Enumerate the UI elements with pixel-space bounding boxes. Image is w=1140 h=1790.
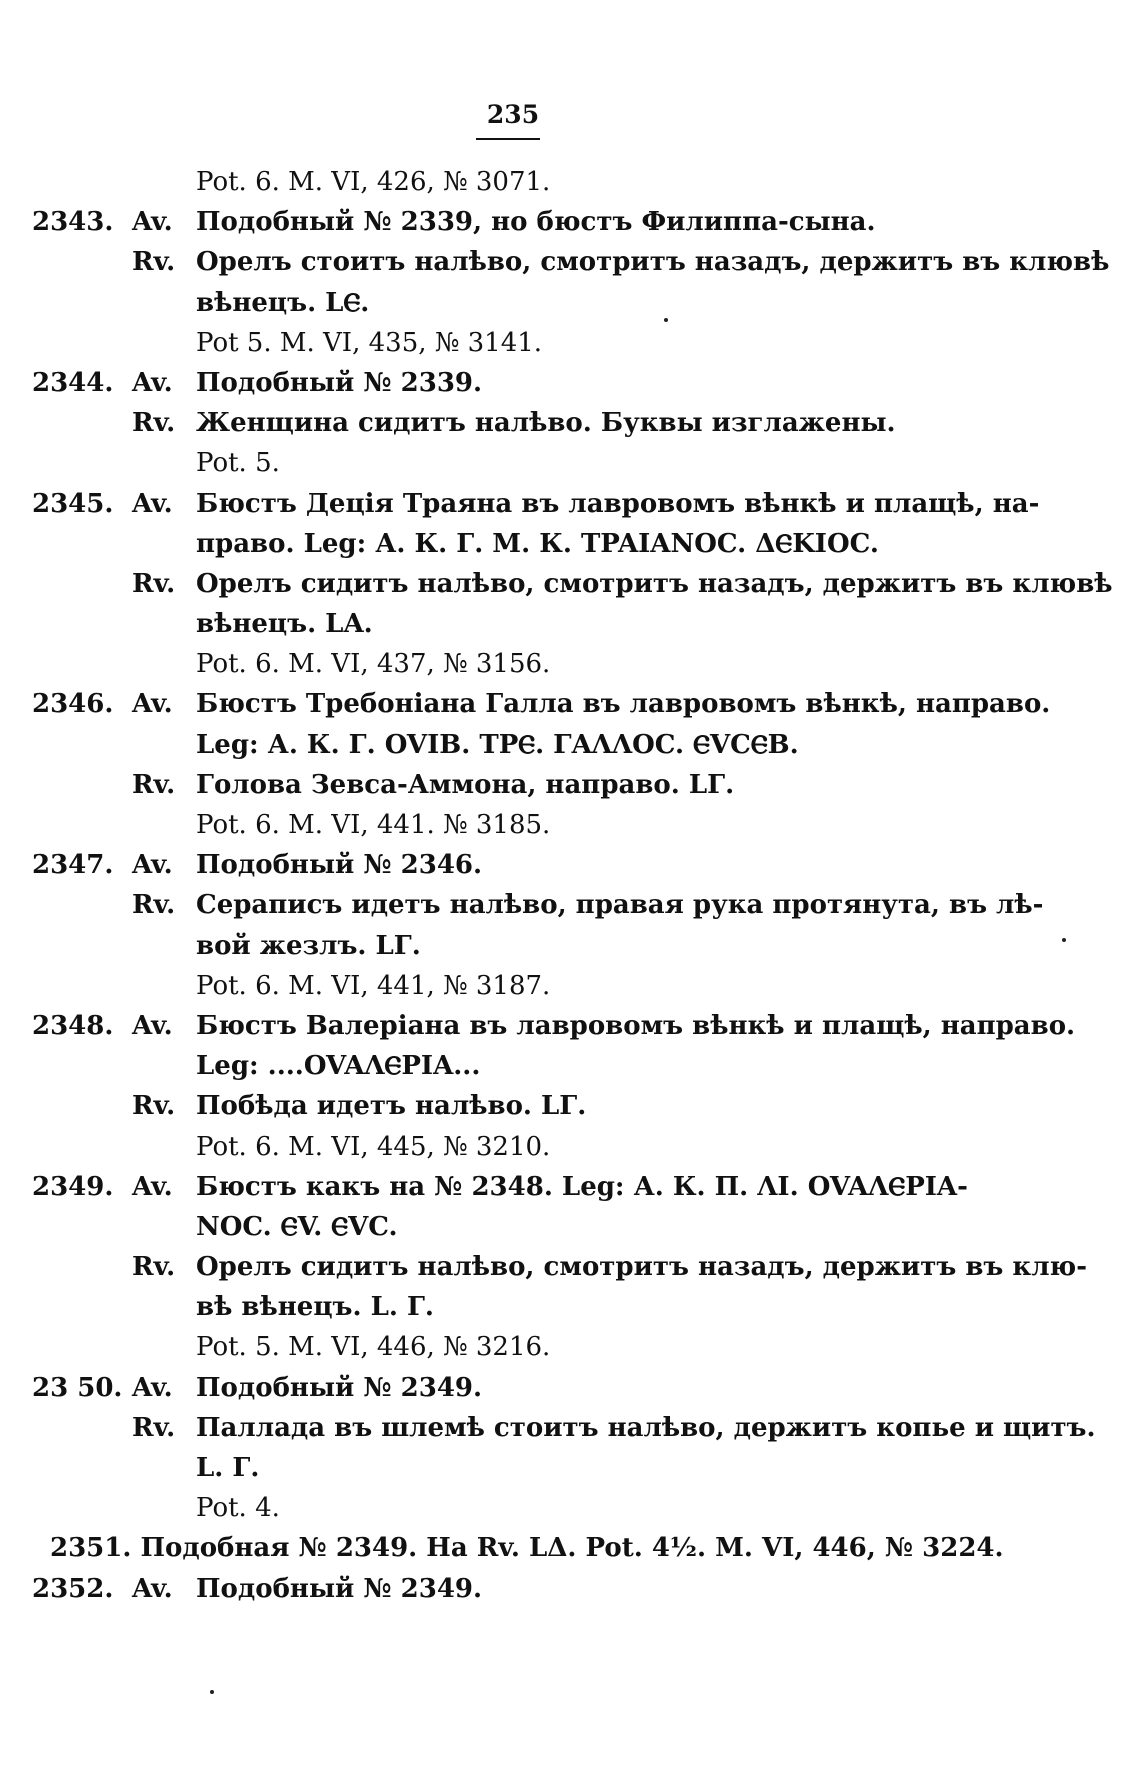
side-label: Rv.	[132, 1252, 176, 1283]
side-label: Rv.	[132, 247, 176, 278]
entry-number: 23 50.	[32, 1372, 123, 1403]
page-number: 235	[486, 100, 540, 129]
catalog-line	[0, 805, 1140, 845]
catalog-line	[0, 604, 1140, 644]
side-label: Rv.	[132, 408, 176, 439]
entry-text: Орелъ сидитъ налѣво, смотритъ назадъ, держитъ въ клю-	[196, 1252, 1087, 1283]
catalog-line	[0, 644, 1140, 684]
side-label: Av.	[132, 689, 173, 720]
continuation-text: вѣнецъ. LA.	[196, 609, 373, 640]
entry-text: Бюстъ Валеріана въ лавровомъ вѣнкѣ и плащѣ, направо.	[196, 1010, 1076, 1041]
side-label: Av.	[132, 207, 173, 238]
catalog-line	[0, 1167, 1140, 1207]
entry-text: 2351. Подобная № 2349. На Rv. LΔ. Pot. 4½. M. VI, 446, № 3224.	[50, 1533, 1004, 1564]
reference-text: Pot. 6. M. VI, 426, № 3071.	[196, 167, 551, 197]
page-number-rule	[476, 138, 540, 140]
catalog-line	[0, 363, 1140, 403]
entry-text: Побѣда идетъ налѣво. LГ.	[196, 1091, 587, 1122]
catalog-line	[0, 1448, 1140, 1488]
catalog-line	[0, 1207, 1140, 1247]
catalog-line	[0, 966, 1140, 1006]
catalog-line	[0, 926, 1140, 966]
entry-number: 2347.	[32, 850, 114, 881]
entry-text: Подобный № 2339.	[196, 367, 483, 398]
catalog-line	[0, 1127, 1140, 1167]
catalog-line	[0, 1368, 1140, 1408]
side-label: Rv.	[132, 890, 176, 921]
catalog-line	[0, 1086, 1140, 1126]
catalog-line	[0, 1006, 1140, 1046]
entry-text: Подобный № 2346.	[196, 850, 483, 881]
continuation-text: вѣ вѣнецъ. L. Г.	[196, 1292, 434, 1323]
side-label: Rv.	[132, 1091, 176, 1122]
entry-text: Подобный № 2339, но бюстъ Филиппа-сына.	[196, 207, 876, 238]
side-label: Av.	[132, 1573, 173, 1604]
entry-number: 2344.	[32, 367, 114, 398]
reference-text: Pot 5. M. VI, 435, № 3141.	[196, 327, 543, 358]
reference-text: Pot. 6. M. VI, 441. № 3185.	[196, 810, 551, 840]
side-label: Rv.	[132, 769, 176, 800]
catalog-line	[0, 1327, 1140, 1367]
side-label: Av.	[132, 1171, 173, 1202]
catalog-line	[0, 283, 1140, 323]
reference-text: Pot. 6. M. VI, 445, № 3210.	[196, 1131, 551, 1162]
continuation-text: право. Leg: А. К. Г. М. К. TPAIANOC. ΔⲈΚΙΟC.	[196, 528, 879, 559]
catalog-line	[0, 202, 1140, 242]
continuation-text: L. Г.	[196, 1453, 260, 1483]
catalog-line	[0, 323, 1140, 363]
reference-text: Pot. 5. M. VI, 446, № 3216.	[196, 1332, 551, 1363]
continuation-text: Leg: ....OVAΛⲈPIA...	[196, 1051, 481, 1082]
catalog-line	[0, 1569, 1140, 1609]
catalog-line	[0, 1408, 1140, 1448]
entry-number: 2349.	[32, 1171, 114, 1202]
reference-text: Pot. 6. M. VI, 441, № 3187.	[196, 970, 551, 1001]
catalog-line	[0, 765, 1140, 805]
entry-number: 2352.	[32, 1573, 114, 1604]
catalog-line	[0, 725, 1140, 765]
catalog-line	[0, 484, 1140, 524]
entry-text: Бюстъ какъ на № 2348. Leg: А. К. П. ΛΙ. OVAΛⲈPIA-	[196, 1171, 968, 1202]
catalog-line	[0, 1528, 1140, 1568]
continuation-text: Leg: А. К. Г. OVIB. ТРⲈ. ΓΑΛΛΟC. ⲈVCⲈB.	[196, 729, 799, 760]
side-label: Av.	[132, 488, 173, 519]
catalog-line	[0, 443, 1140, 483]
side-label: Rv.	[132, 568, 176, 599]
catalog-line	[0, 885, 1140, 925]
catalog-line	[0, 1488, 1140, 1528]
entry-number: 2346.	[32, 689, 114, 720]
catalog-line	[0, 162, 1140, 202]
catalog-line	[0, 242, 1140, 282]
side-label: Rv.	[132, 1412, 176, 1443]
reference-text: Pot. 6. M. VI, 437, № 3156.	[196, 649, 551, 680]
catalog-line	[0, 403, 1140, 443]
print-speck	[210, 1690, 214, 1694]
catalog-line	[0, 1046, 1140, 1086]
entry-text: Орелъ сидитъ налѣво, смотритъ назадъ, держитъ въ клювѣ	[196, 568, 1113, 599]
catalog-line	[0, 1287, 1140, 1327]
entry-number: 2343.	[32, 207, 114, 238]
reference-text: Pot. 5.	[196, 448, 280, 479]
reference-text: Pot. 4.	[196, 1493, 280, 1524]
catalog-line	[0, 564, 1140, 604]
print-speck	[664, 318, 668, 322]
entry-text: Женщина сидитъ налѣво. Буквы изглажены.	[196, 408, 896, 439]
entry-number: 2348.	[32, 1010, 114, 1041]
catalog-line	[0, 684, 1140, 724]
side-label: Av.	[132, 367, 173, 398]
continuation-text: NOC. ⲈV. ⲈVC.	[196, 1211, 398, 1242]
side-label: Av.	[132, 1010, 173, 1041]
side-label: Av.	[132, 850, 173, 881]
entry-text: Сераписъ идетъ налѣво, правая рука протянута, въ лѣ-	[196, 890, 1044, 921]
entry-text: Паллада въ шлемѣ стоитъ налѣво, держитъ копье и щитъ.	[196, 1412, 1096, 1443]
entry-text: Голова Зевса-Аммона, направо. LГ.	[196, 769, 735, 800]
print-speck	[1062, 938, 1066, 942]
entry-text: Бюстъ Требоніана Галла въ лавровомъ вѣнкѣ, направо.	[196, 689, 1051, 720]
continuation-text: вой жезлъ. LГ.	[196, 930, 421, 961]
catalog-line	[0, 845, 1140, 885]
entry-text: Орелъ стоитъ налѣво, смотритъ назадъ, держитъ въ клювѣ	[196, 247, 1110, 278]
side-label: Av.	[132, 1372, 173, 1403]
catalog-line	[0, 524, 1140, 564]
catalog-entries	[0, 162, 1140, 1609]
entry-text: Подобный № 2349.	[196, 1573, 483, 1604]
catalog-line	[0, 1247, 1140, 1287]
continuation-text: вѣнецъ. LⲈ.	[196, 287, 370, 318]
entry-text: Бюстъ Деція Траяна въ лавровомъ вѣнкѣ и плащѣ, на-	[196, 488, 1040, 519]
entry-number: 2345.	[32, 488, 114, 519]
entry-text: Подобный № 2349.	[196, 1372, 483, 1403]
